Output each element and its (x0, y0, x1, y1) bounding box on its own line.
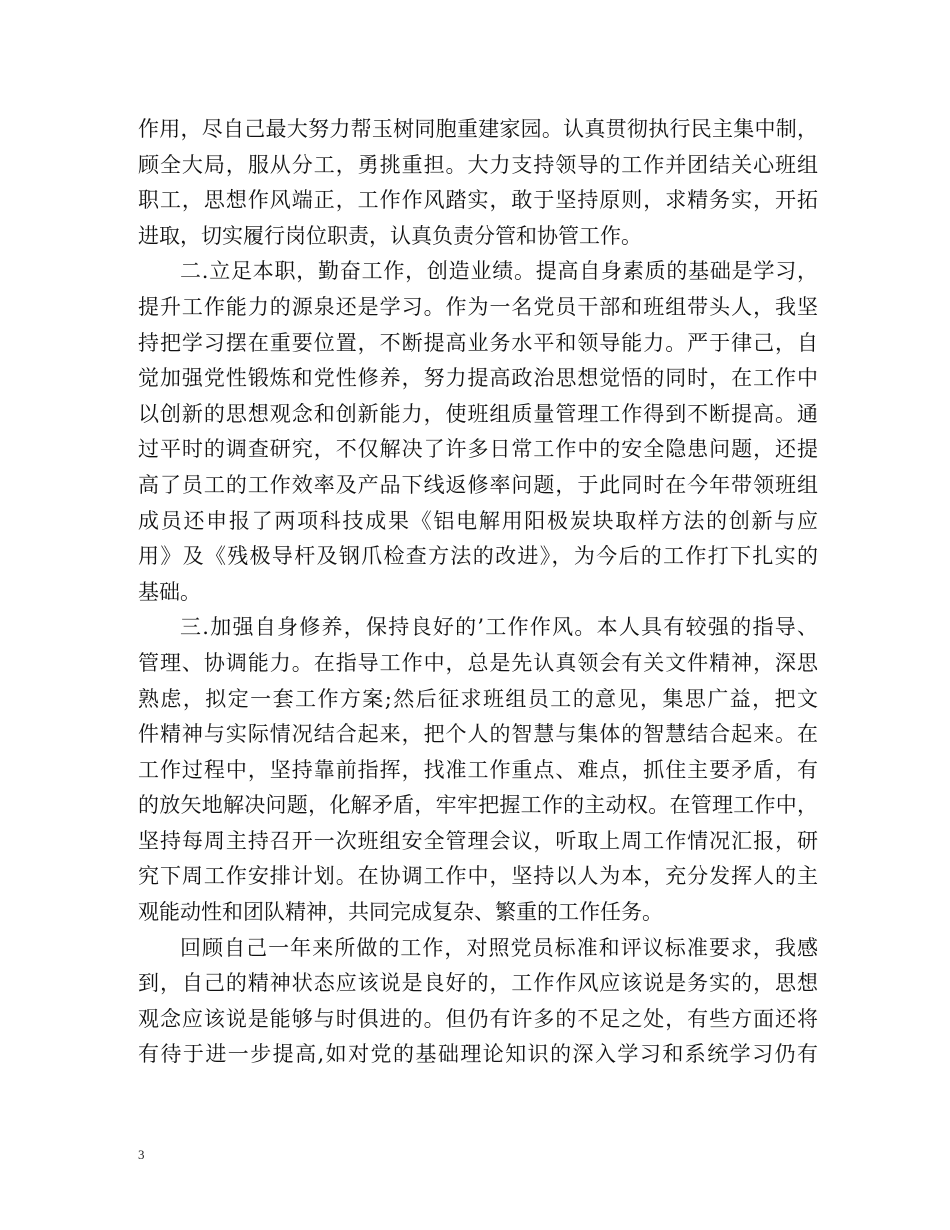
text-line: 基础。 (138, 579, 201, 604)
text-line: 职工，思想作风端正，工作作风踏实，敢于坚持原则，求精务实，开拓 (138, 188, 818, 213)
text-line: 工作过程中，坚持靠前指挥，找准工作重点、难点，抓住主要矛盾，有 (138, 757, 818, 782)
text-line: 用》及《残极导杆及钢爪检查方法的改进》，为今后的工作打下扎实的 (138, 544, 818, 569)
text-line: 观能动性和团队精神，共同完成复杂、繁重的工作任务。 (138, 900, 663, 925)
text-line: 持把学习摆在重要位置，不断提高业务水平和领导能力。严于律己，自 (138, 330, 818, 355)
text-line: 的放矢地解决问题，化解矛盾，牢牢把握工作的主动权。在管理工作中， (138, 793, 818, 818)
body-text (138, 112, 818, 1073)
text-line: 顾全大局，服从分工，勇挑重担。大力支持领导的工作并团结关心班组 (138, 152, 818, 177)
page-number: 3 (138, 1147, 145, 1162)
text-line: 进取，切实履行岗位职责，认真负责分管和协管工作。 (138, 223, 642, 248)
text-line: 管理、协调能力。在指导工作中，总是先认真领会有关文件精神，深思 (138, 650, 818, 675)
text-line: 作用，尽自己最大努力帮玉树同胞重建家园。认真贯彻执行民主集中制， (138, 117, 818, 141)
text-line: 观念应该说是能够与时俱进的。但仍有许多的不足之处，有些方面还将 (138, 1006, 818, 1031)
paragraph-start-line: 二.立足本职，勤奋工作，创造业绩。提高自身素质的基础是学习， (180, 259, 818, 284)
text-line: 件精神与实际情况结合起来，把个人的智慧与集体的智慧结合起来。在 (138, 722, 818, 747)
text-line: 熟虑，拟定一套工作方案;然后征求班组员工的意见，集思广益，把文 (138, 686, 818, 711)
paragraph-start-line: 回顾自己一年来所做的工作，对照党员标准和评议标准要求，我感 (180, 935, 818, 960)
text-line: 以创新的思想观念和创新能力，使班组质量管理工作得到不断提高。通 (138, 401, 818, 426)
text-line: 高了员工的工作效率及产品下线返修率问题，于此同时在今年带领班组 (138, 472, 818, 497)
text-line: 觉加强党性锻炼和党性修养，努力提高政治思想觉悟的同时，在工作中 (138, 366, 818, 391)
text-line: 到，自己的精神状态应该说是良好的，工作作风应该说是务实的，思想 (138, 971, 818, 996)
text-line: 成员还申报了两项科技成果《铝电解用阳极炭块取样方法的创新与应 (138, 508, 818, 533)
text-line: 有待于进一步提高,如对党的基础理论知识的深入学习和系统学习仍有 (138, 1042, 818, 1067)
text-line: 究下周工作安排计划。在协调工作中，坚持以人为本，充分发挥人的主 (138, 864, 818, 889)
text-line: 提升工作能力的源泉还是学习。作为一名党员干部和班组带头人，我坚 (138, 294, 818, 319)
text-line: 过平时的调查研究，不仅解决了许多日常工作中的安全隐患问题，还提 (138, 437, 818, 462)
paragraph-start-line: 三.加强自身修养，保持良好的’工作作风。本人具有较强的指导、 (180, 615, 818, 640)
text-line: 坚持每周主持召开一次班组安全管理会议，听取上周工作情况汇报，研 (138, 828, 818, 853)
